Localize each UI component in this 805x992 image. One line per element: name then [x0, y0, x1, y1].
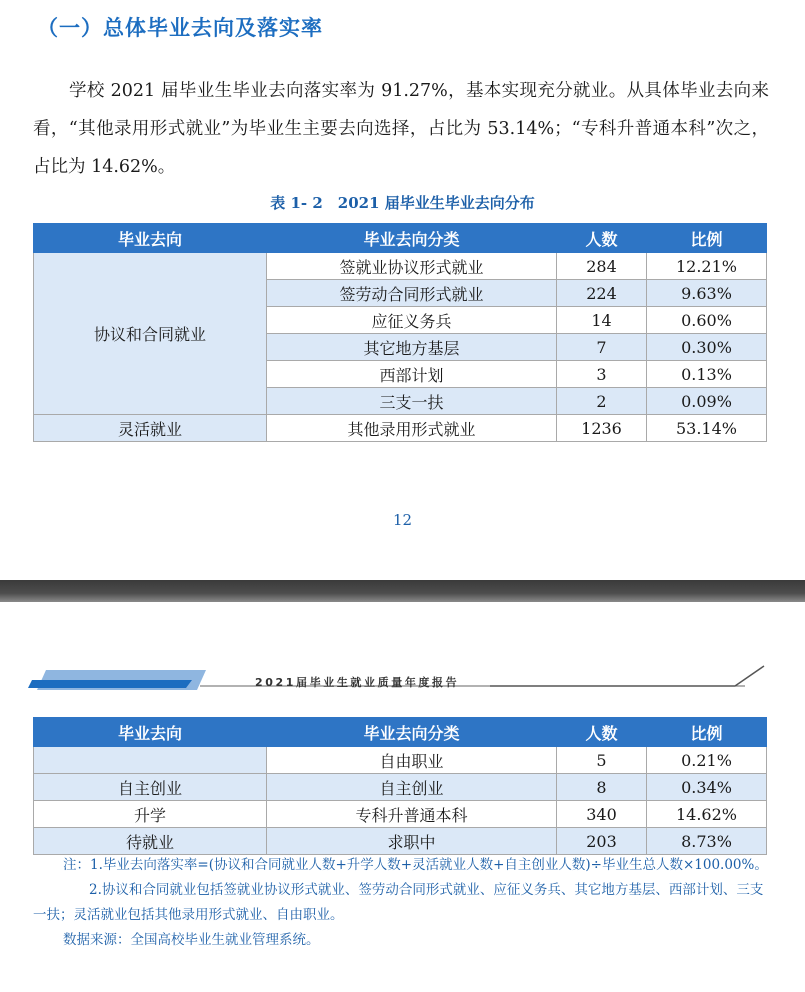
header-ratio: 比例: [647, 718, 767, 747]
ratio-cell: 0.60%: [647, 307, 767, 334]
section-title: （一）总体毕业去向及落实率: [37, 16, 323, 40]
table-header-row: [34, 224, 767, 253]
category-cell: 签就业协议形式就业: [267, 253, 557, 280]
count-cell: 3: [557, 361, 647, 388]
ratio-cell: 0.34%: [647, 774, 767, 801]
header-right-corner: [490, 666, 764, 686]
count-cell: 284: [557, 253, 647, 280]
table-row: [34, 801, 767, 828]
category-cell: 西部计划: [267, 361, 557, 388]
report-title: 2021届毕业生就业质量年度报告: [255, 676, 460, 689]
category-cell: 自主创业: [267, 774, 557, 801]
count-cell: 224: [557, 280, 647, 307]
count-cell: 2: [557, 388, 647, 415]
count-cell: 5: [557, 747, 647, 774]
graduate-destination-table-continued: [33, 717, 767, 855]
destination-cell: 待就业: [34, 828, 267, 855]
table-row: [34, 774, 767, 801]
ratio-cell: 0.21%: [647, 747, 767, 774]
header-count: 人数: [557, 718, 647, 747]
ratio-cell: 9.63%: [647, 280, 767, 307]
count-cell: 14: [557, 307, 647, 334]
header-destination: 毕业去向: [34, 224, 267, 253]
header-count: 人数: [557, 224, 647, 253]
table-notes: [33, 853, 769, 953]
category-cell: 专科升普通本科: [267, 801, 557, 828]
count-cell: 340: [557, 801, 647, 828]
data-source: 数据来源：全国高校毕业生就业管理系统。: [63, 932, 320, 948]
ratio-cell: 14.62%: [647, 801, 767, 828]
destination-cell: 协议和合同就业: [34, 253, 267, 415]
table-header-row: [34, 718, 767, 747]
category-cell: 三支一扶: [267, 388, 557, 415]
table-caption: 表 1- 2 2021 届毕业生毕业去向分布: [270, 194, 535, 212]
destination-cell: 自主创业: [34, 774, 267, 801]
table-row: [34, 415, 767, 442]
intro-paragraph: 学校 2021 届毕业生毕业去向落实率为 91.27%，基本实现充分就业。从具体毕业去向来看，“其他录用形式就业”为毕业生主要去向选择，占比为 53.14%；“专科升普通本科”次之，占比为 14.62%。: [33, 81, 769, 177]
header-ratio: 比例: [647, 224, 767, 253]
table-row: [34, 828, 767, 855]
destination-cell: 灵活就业: [34, 415, 267, 442]
ratio-cell: 0.13%: [647, 361, 767, 388]
ratio-cell: 0.30%: [647, 334, 767, 361]
count-cell: 1236: [557, 415, 647, 442]
header-destination: 毕业去向: [34, 718, 267, 747]
category-cell: 签劳动合同形式就业: [267, 280, 557, 307]
header-band-front: [28, 680, 192, 688]
table-row: [34, 253, 767, 280]
note-2: 2.协议和合同就业包括签就业协议形式就业、签劳动合同形式就业、应征义务兵、其它地方基层、西部计划、三支一扶；灵活就业包括其他录用形式就业、自由职业。: [33, 882, 764, 923]
table-row: [34, 747, 767, 774]
ratio-cell: 53.14%: [647, 415, 767, 442]
ratio-cell: 12.21%: [647, 253, 767, 280]
category-cell: 其他录用形式就业: [267, 415, 557, 442]
ratio-cell: 8.73%: [647, 828, 767, 855]
page-break: [0, 580, 805, 602]
category-cell: 自由职业: [267, 747, 557, 774]
count-cell: 7: [557, 334, 647, 361]
category-cell: 其它地方基层: [267, 334, 557, 361]
destination-cell: [34, 747, 267, 774]
note-1: 注：1.毕业去向落实率=(协议和合同就业人数+升学人数+灵活就业人数+自主创业人数)÷毕业生总人数×100.00%。: [63, 857, 768, 873]
graduate-destination-table: [33, 223, 767, 442]
page-number: 12: [392, 511, 413, 529]
count-cell: 8: [557, 774, 647, 801]
category-cell: 应征义务兵: [267, 307, 557, 334]
category-cell: 求职中: [267, 828, 557, 855]
destination-cell: 升学: [34, 801, 267, 828]
count-cell: 203: [557, 828, 647, 855]
header-category: 毕业去向分类: [267, 224, 557, 253]
ratio-cell: 0.09%: [647, 388, 767, 415]
header-category: 毕业去向分类: [267, 718, 557, 747]
